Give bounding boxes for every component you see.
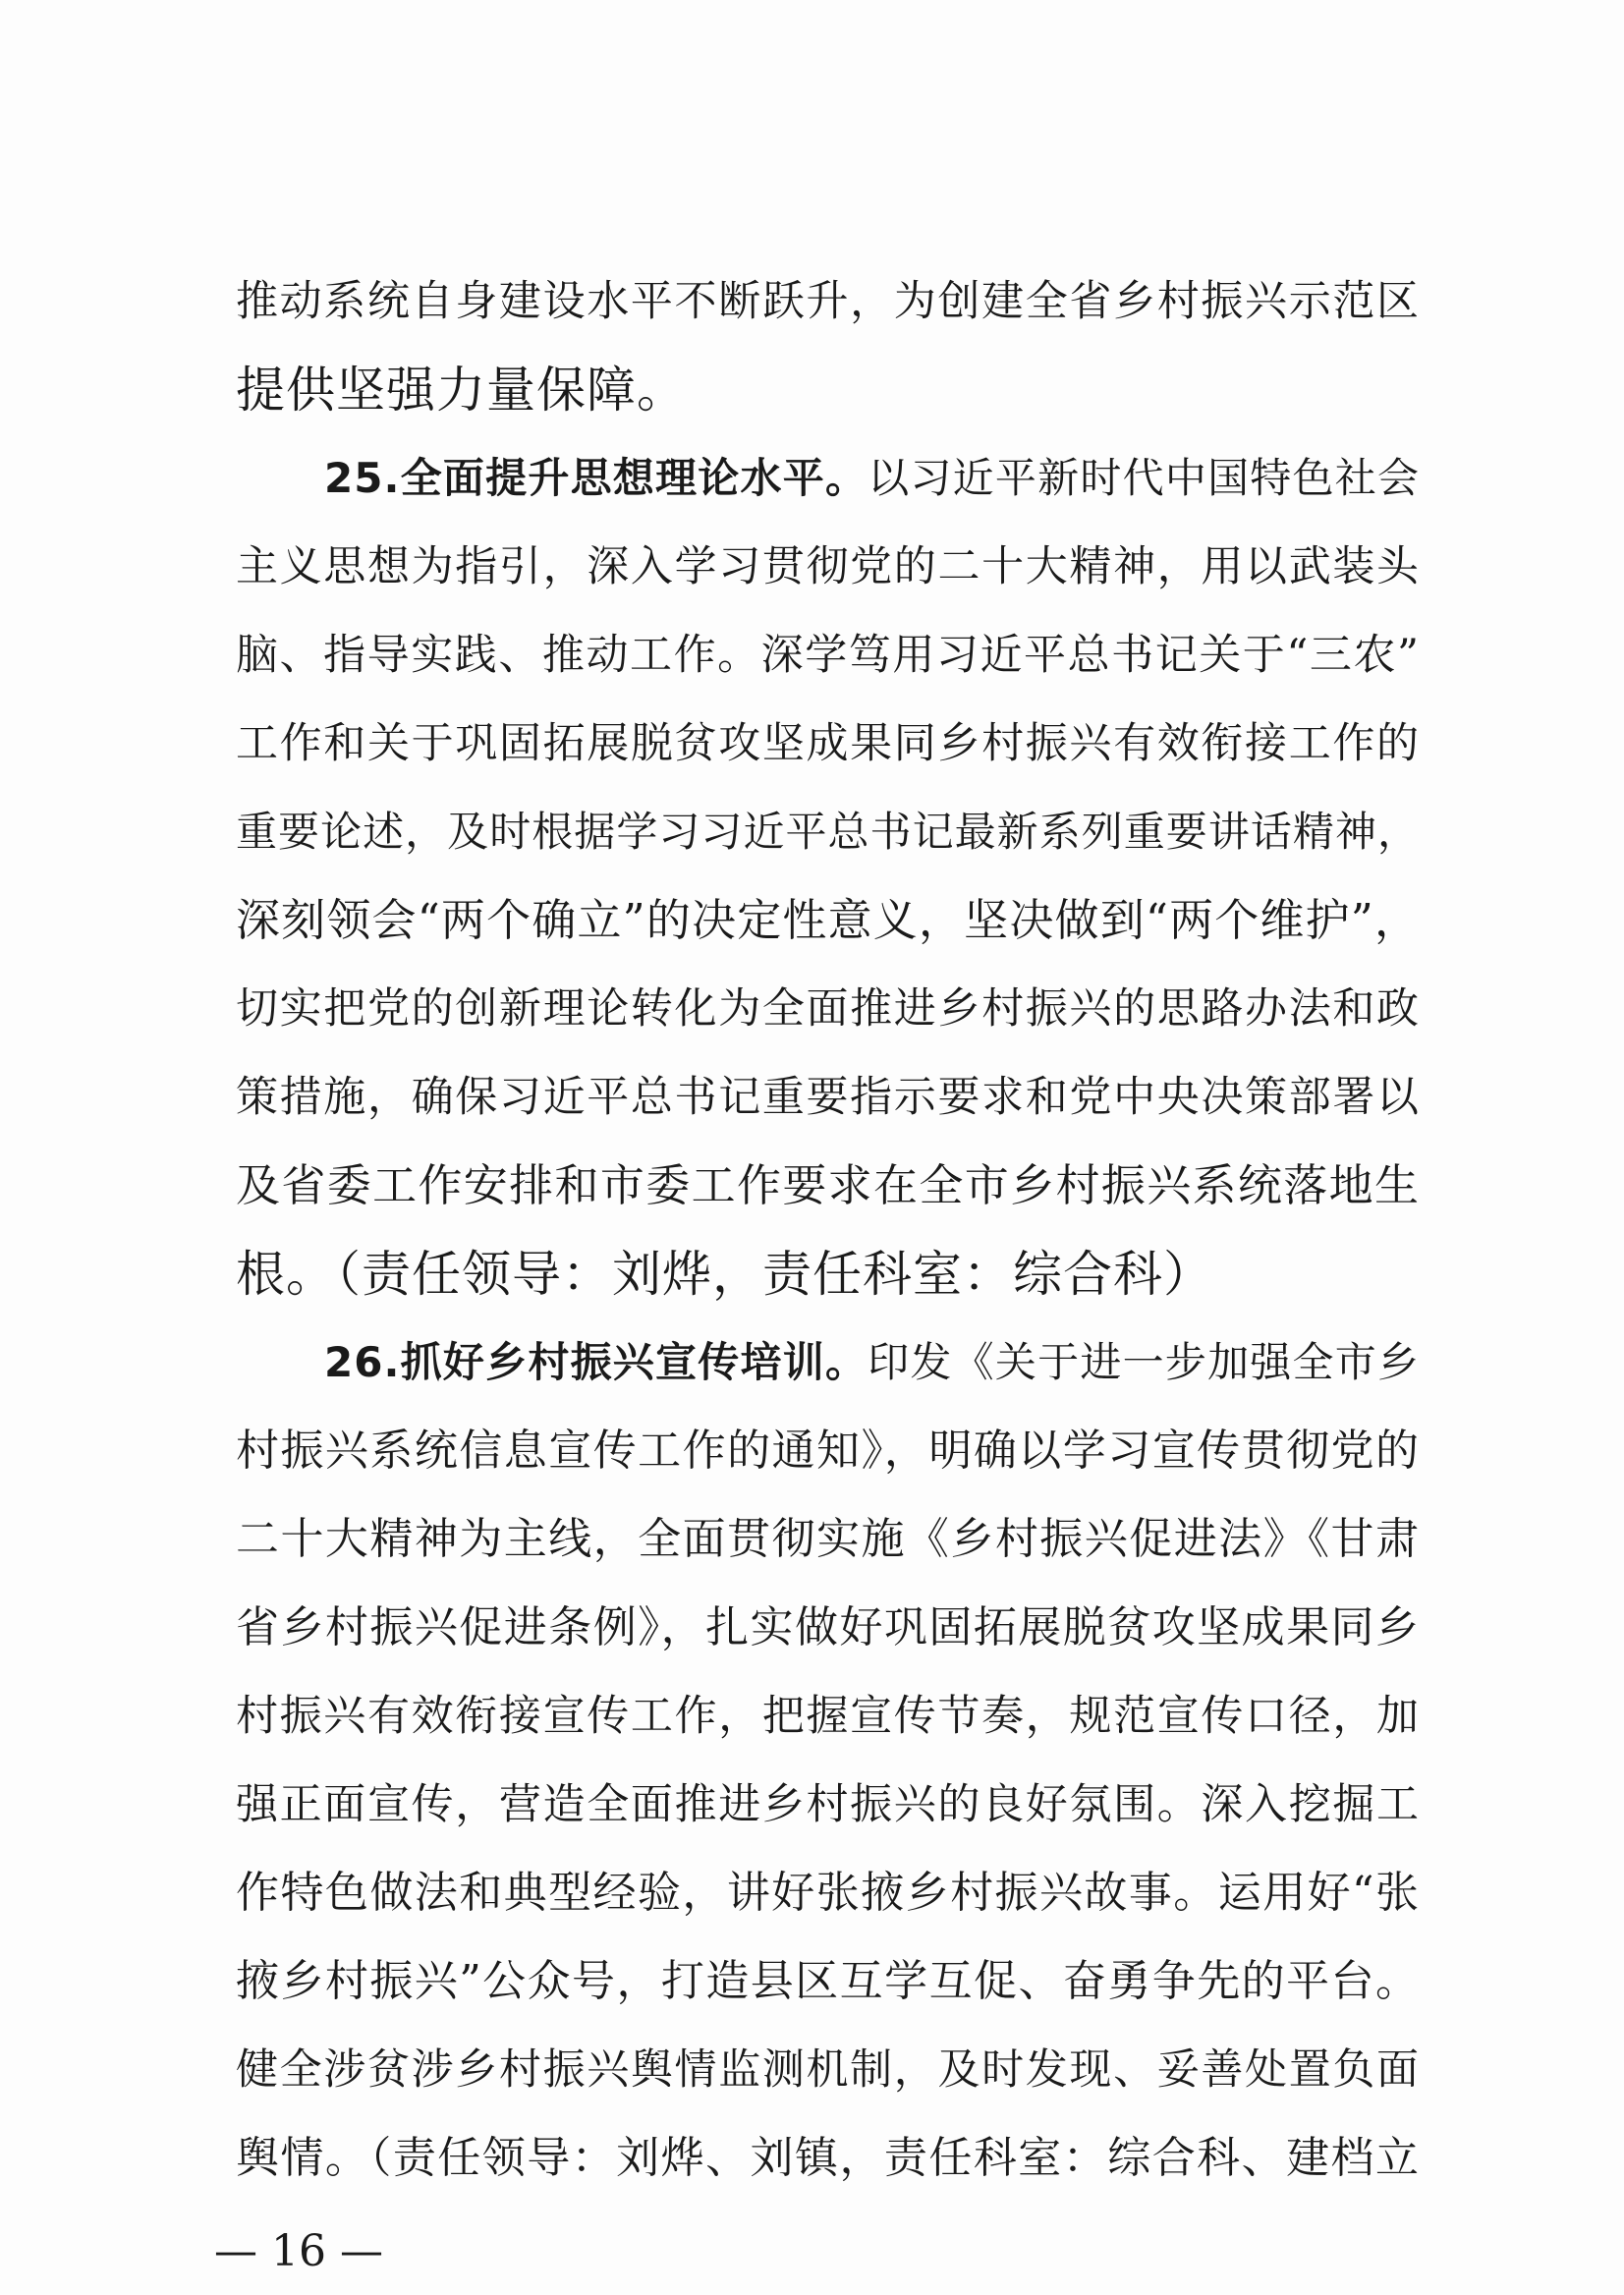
text-line: 省乡村振兴促进条例》，扎实做好巩固拓展脱贫攻坚成果同乡 <box>236 1602 1420 1652</box>
text-line: 强正面宣传，营造全面推进乡村振兴的良好氛围。深入挖掘工 <box>236 1780 1420 1829</box>
text-line: 村振兴系统信息宣传工作的通知》，明确以学习宣传贯彻党的 <box>236 1426 1420 1476</box>
text-span: 以习近平新时代中国特色社会 <box>868 454 1420 502</box>
page-number: — 16 — <box>214 2226 383 2276</box>
text-line: 二十大精神为主线，全面贯彻实施《乡村振兴促进法》《甘肃 <box>236 1514 1420 1564</box>
text-line: 策措施，确保习近平总书记重要指示要求和党中央决策部署以 <box>236 1073 1420 1122</box>
text-line: 提供坚强力量保障。 <box>236 362 687 419</box>
text-line: 作特色做法和典型经验，讲好张掖乡村振兴故事。运用好“张 <box>236 1868 1420 1918</box>
text-line: 村振兴有效衔接宣传工作，把握宣传节奏，规范宣传口径，加 <box>236 1692 1420 1741</box>
text-line: 根。（责任领导：刘烨，责任科室：综合科） <box>236 1246 1213 1303</box>
text-line: 脑、指导实践、推动工作。深学笃用习近平总书记关于“三农” <box>236 631 1420 680</box>
paragraph-25-first-line <box>324 434 1420 523</box>
text-line: 舆情。（责任领导：刘烨、刘镇，责任科室：综合科、建档立 <box>236 2133 1420 2183</box>
text-line: 及省委工作安排和市委工作要求在全市乡村振兴系统落地生 <box>236 1159 1420 1211</box>
text-line: 重要论述，及时根据学习习近平总书记最新系列重要讲话精神， <box>236 808 1420 856</box>
text-line: 主义思想为指引，深入学习贯彻党的二十大精神，用以武装头 <box>236 542 1420 591</box>
paragraph-26-first-line <box>324 1318 1420 1407</box>
text-line: 健全涉贫涉乡村振兴舆情监测机制，及时发现、妥善处置负面 <box>236 2045 1420 2095</box>
section-heading-25: 25.全面提升思想理论水平。 <box>324 454 868 502</box>
section-heading-26: 26.抓好乡村振兴宣传培训。 <box>324 1338 868 1386</box>
text-line: 深刻领会“两个确立”的决定性意义，坚决做到“两个维护”， <box>236 894 1420 946</box>
text-line: 掖乡村振兴”公众号，打造县区互学互促、奋勇争先的平台。 <box>236 1956 1420 2006</box>
text-line: 推动系统自身建设水平不断跃升，为创建全省乡村振兴示范区 <box>236 277 1420 326</box>
text-span: 印发《关于进一步加强全市乡 <box>868 1338 1420 1386</box>
text-line: 切实把党的创新理论转化为全面推进乡村振兴的思路办法和政 <box>236 984 1420 1034</box>
text-line: 工作和关于巩固拓展脱贫攻坚成果同乡村振兴有效衔接工作的 <box>236 719 1420 768</box>
